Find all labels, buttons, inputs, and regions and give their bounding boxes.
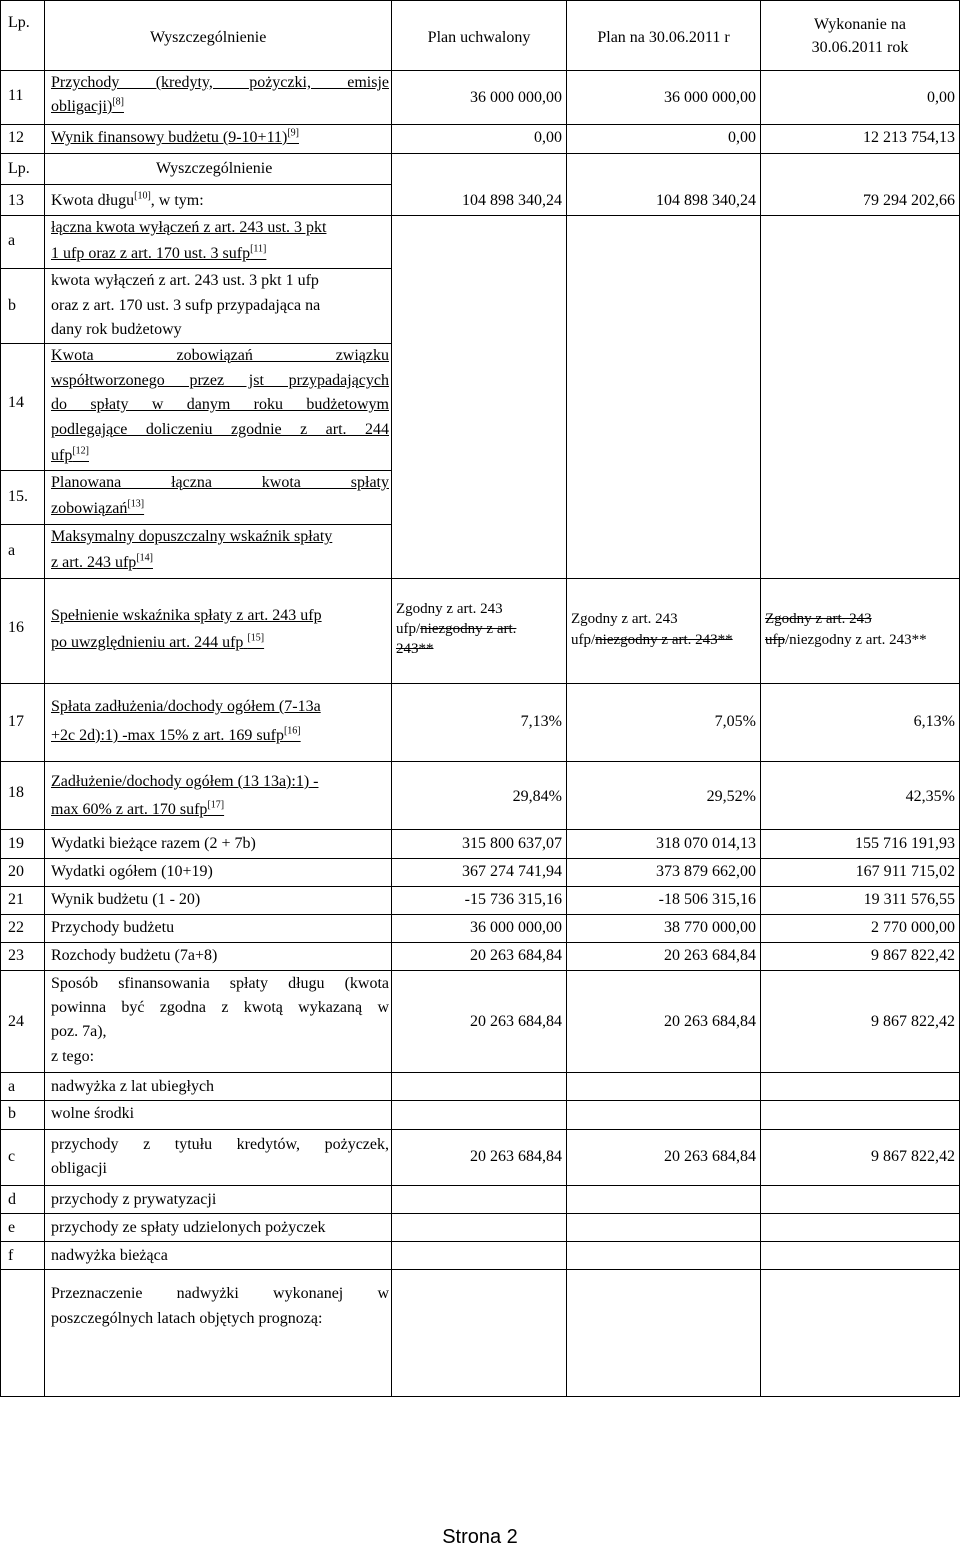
row-23-plan: 20 263 684,84 <box>470 947 562 964</box>
row-17-desc-l2: +2c 2d):1) -max 15% z art. 169 sufp[16] <box>51 725 301 744</box>
row-12-execution: 12 213 754,13 <box>863 129 955 146</box>
row-16-plan-l3: 243** <box>396 641 434 657</box>
row-19-desc: Wydatki bieżące razem (2 + 7b) <box>51 835 256 852</box>
row-23-execution: 9 867 822,42 <box>871 947 955 964</box>
row-24-plan-june: 20 263 684,84 <box>664 1013 756 1030</box>
row-16-execution-l1: Zgodny z art. 243 <box>765 611 872 627</box>
row-16-plan-l1: Zgodny z art. 243 <box>396 601 503 617</box>
row-11-desc-l1: Przychody (kredyty, pożyczki, emisje <box>51 74 389 91</box>
row-17-execution: 6,13% <box>913 713 955 730</box>
row-24c-execution: 9 867 822,42 <box>871 1148 955 1165</box>
row-number: 20 <box>8 863 24 880</box>
row-letter: c <box>8 1148 16 1165</box>
row-21-plan: -15 736 315,16 <box>464 891 562 908</box>
row-19-execution: 155 716 191,93 <box>855 835 955 852</box>
row-12-desc: Wynik finansowy budżetu (9-10+11)[9] <box>51 127 299 146</box>
row-16-plan-june-l2: ufp/niezgodny z art. 243** <box>571 632 733 648</box>
row-16-plan-l2: ufp/niezgodny z art. <box>396 621 517 637</box>
row-letter: b <box>8 1105 16 1122</box>
row-19-plan-june: 318 070 014,13 <box>656 835 756 852</box>
row-24c-desc-l2: obligacji <box>51 1160 107 1177</box>
page-number: Strona 2 <box>442 1526 518 1548</box>
row-20-execution: 167 911 715,02 <box>855 863 955 880</box>
row-letter: a <box>8 1078 16 1095</box>
row-letter: f <box>8 1247 14 1264</box>
row-13-plan-june: 104 898 340,24 <box>656 192 756 209</box>
footnote-ref: [8] <box>112 96 124 108</box>
row-25-desc-l2: poszczególnych latach objętych prognozą: <box>51 1310 323 1327</box>
row-25-desc-l1: Przeznaczenie nadwyżki wykonanej w <box>51 1285 389 1302</box>
row-24e-desc: przychody ze spłaty udzielonych pożyczek <box>51 1219 326 1236</box>
row-21-desc: Wynik budżetu (1 - 20) <box>51 891 201 908</box>
row-23-desc: Rozchody budżetu (7a+8) <box>51 947 218 964</box>
row-13b-desc-l2: oraz z art. 170 ust. 3 sufp przypadająca na <box>51 297 321 314</box>
row-number: 12 <box>8 129 24 146</box>
row-letter: b <box>8 297 16 314</box>
row-number: 19 <box>8 835 24 852</box>
row-21-execution: 19 311 576,55 <box>863 891 955 908</box>
header-plan-adopted: Plan uchwalony <box>427 29 531 46</box>
row-letter: a <box>8 232 16 249</box>
row-15a-desc-l1: Maksymalny dopuszczalny wskaźnik spłaty <box>51 528 333 545</box>
header-description: Wyszczególnienie <box>150 29 267 46</box>
row-18-desc-l1: Zadłużenie/dochody ogółem (13 13a):1) - <box>51 773 319 790</box>
row-24-plan: 20 263 684,84 <box>470 1013 562 1030</box>
row-13-plan: 104 898 340,24 <box>462 192 562 209</box>
row-24-desc-l2: powinna być zgodna z kwotą wykazaną w <box>51 999 389 1016</box>
row-15-desc-l2: zobowiązań[13] <box>51 498 145 517</box>
row-13b-desc-l1: kwota wyłączeń z art. 243 ust. 3 pkt 1 ufp <box>51 272 319 289</box>
header-lp: Lp. <box>8 14 30 31</box>
row-16-plan-june-l1: Zgodny z art. 243 <box>571 611 678 627</box>
row-letter: e <box>8 1219 16 1236</box>
row-number: 17 <box>8 713 24 730</box>
row-15-desc-l1: Planowana łączna kwota spłaty <box>51 474 389 491</box>
row-14-desc-l2: współtworzonego przez jst przypadających <box>51 372 389 389</box>
row-18-plan: 29,84% <box>512 788 562 805</box>
row-24d-desc: przychody z prywatyzacji <box>51 1191 217 1208</box>
row-24-desc-l1: Sposób sfinansowania spłaty długu (kwota <box>51 975 389 992</box>
subheader-lp: Lp. <box>8 160 30 177</box>
row-13-execution: 79 294 202,66 <box>863 192 955 209</box>
row-12-plan-june: 0,00 <box>728 129 756 146</box>
row-11-execution: 0,00 <box>927 89 955 106</box>
row-letter: d <box>8 1191 16 1208</box>
row-17-plan: 7,13% <box>520 713 562 730</box>
row-14-desc-l1: Kwota zobowiązań związku <box>51 347 389 364</box>
row-22-desc: Przychody budżetu <box>51 919 175 936</box>
row-number: 16 <box>8 619 24 636</box>
header-execution-l2: 30.06.2011 rok <box>811 39 909 56</box>
row-17-desc-l1: Spłata zadłużenia/dochody ogółem (7-13a <box>51 698 321 715</box>
row-number: 18 <box>8 784 24 801</box>
row-number: 11 <box>8 87 24 104</box>
row-number: 21 <box>8 891 24 908</box>
row-24-execution: 9 867 822,42 <box>871 1013 955 1030</box>
row-18-execution: 42,35% <box>905 788 955 805</box>
row-18-desc-l2: max 60% z art. 170 sufp[17] <box>51 799 225 818</box>
row-24-desc-l3: poz. 7a), <box>51 1023 107 1040</box>
row-24-desc-l4: z tego: <box>51 1048 95 1065</box>
row-24c-desc-l1: przychody z tytułu kredytów, pożyczek, <box>51 1136 389 1153</box>
header-plan-june: Plan na 30.06.2011 r <box>597 29 730 46</box>
row-22-execution: 2 770 000,00 <box>871 919 955 936</box>
row-12-plan: 0,00 <box>534 129 562 146</box>
row-22-plan-june: 38 770 000,00 <box>664 919 756 936</box>
row-13a-desc-l2: 1 ufp oraz z art. 170 ust. 3 sufp[11] <box>51 243 267 262</box>
row-17-plan-june: 7,05% <box>714 713 756 730</box>
row-13-desc: Kwota długu[10], w tym: <box>51 190 204 209</box>
row-21-plan-june: -18 506 315,16 <box>658 891 756 908</box>
row-13b-desc-l3: dany rok budżetowy <box>51 321 182 338</box>
row-16-execution-l2: ufp/niezgodny z art. 243** <box>765 632 927 648</box>
row-16-desc-l2: po uwzględnieniu art. 244 ufp [15] <box>51 632 265 651</box>
row-14-desc-l5: ufp[12] <box>51 445 89 464</box>
row-23-plan-june: 20 263 684,84 <box>664 947 756 964</box>
row-22-plan: 36 000 000,00 <box>470 919 562 936</box>
row-11-desc-l2: obligacji)[8] <box>51 96 124 115</box>
row-number: 13 <box>8 192 24 209</box>
row-letter: a <box>8 542 16 559</box>
row-20-desc: Wydatki ogółem (10+19) <box>51 863 213 880</box>
header-execution-l1: Wykonanie na <box>814 16 906 33</box>
row-14-desc-l4: podlegające doliczeniu zgodnie z art. 244 <box>51 421 389 438</box>
row-11-plan: 36 000 000,00 <box>470 89 562 106</box>
row-number: 15. <box>8 488 28 505</box>
row-13a-desc-l1: łączna kwota wyłączeń z art. 243 ust. 3 pkt <box>51 219 327 236</box>
subheader-description: Wyszczególnienie <box>156 160 273 177</box>
row-20-plan: 367 274 741,94 <box>462 863 562 880</box>
row-24a-desc: nadwyżka z lat ubiegłych <box>51 1078 215 1095</box>
row-14-desc-l3: do spłaty w danym roku budżetowym <box>51 396 389 413</box>
row-15a-desc-l2: z art. 243 ufp[14] <box>51 552 153 571</box>
row-18-plan-june: 29,52% <box>706 788 756 805</box>
row-24b-desc: wolne środki <box>51 1105 135 1122</box>
row-number: 14 <box>8 394 24 411</box>
row-number: 24 <box>8 1013 24 1030</box>
row-24c-plan-june: 20 263 684,84 <box>664 1148 756 1165</box>
row-20-plan-june: 373 879 662,00 <box>656 863 756 880</box>
row-16-desc-l1: Spełnienie wskaźnika spłaty z art. 243 ufp <box>51 607 322 624</box>
row-number: 23 <box>8 947 24 964</box>
row-19-plan: 315 800 637,07 <box>462 835 562 852</box>
row-24c-plan: 20 263 684,84 <box>470 1148 562 1165</box>
row-24f-desc: nadwyżka bieżąca <box>51 1247 168 1264</box>
row-11-plan-june: 36 000 000,00 <box>664 89 756 106</box>
row-number: 22 <box>8 919 24 936</box>
